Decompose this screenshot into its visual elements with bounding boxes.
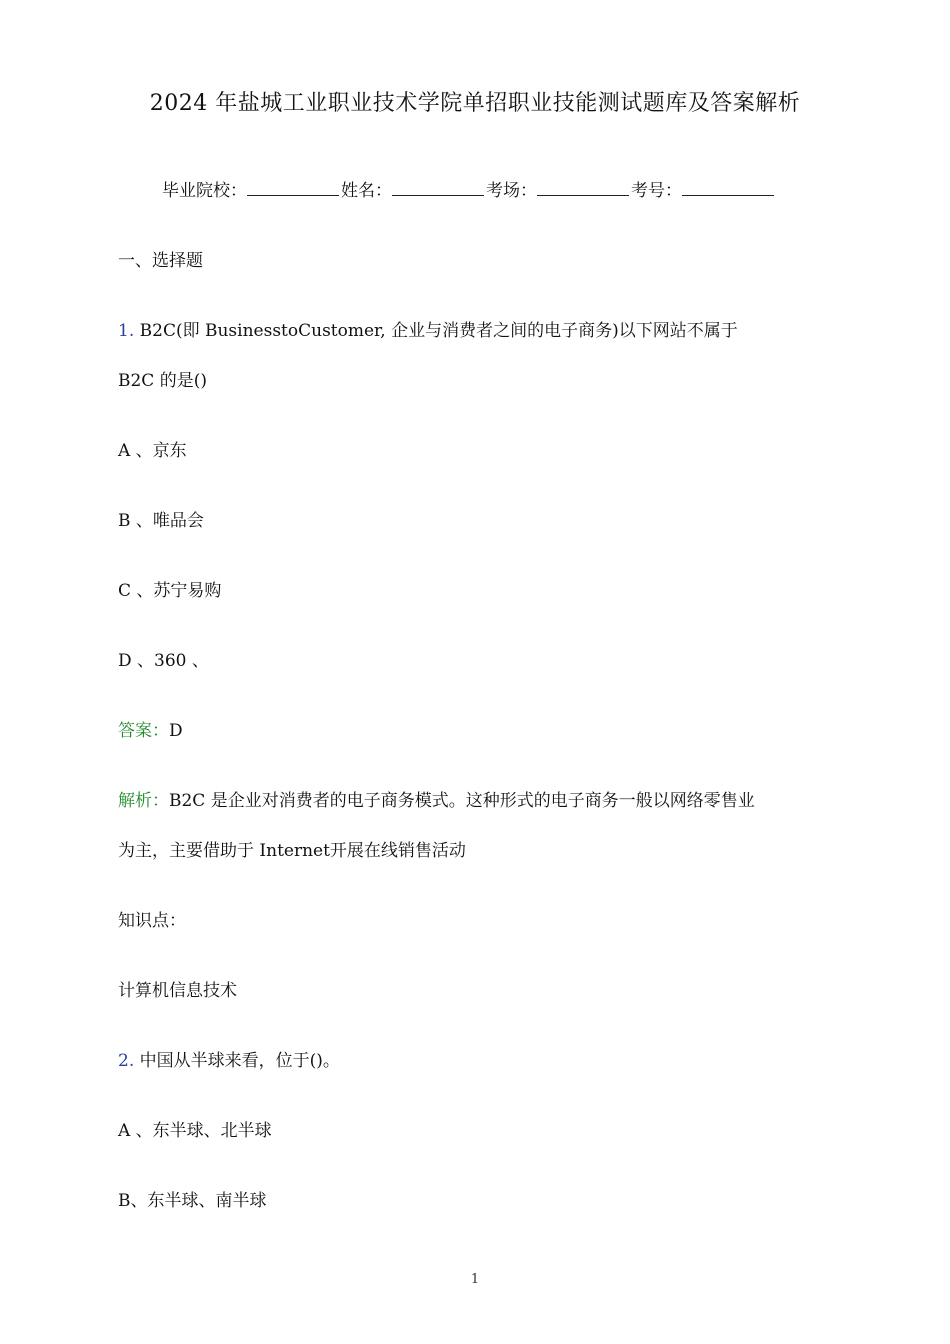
question-2-option-a: A 、东半球、北半球 — [118, 1121, 272, 1141]
question-1-option-a: A 、京东 — [118, 441, 187, 461]
room-label: 考场： — [486, 181, 537, 201]
question-1-answer — [118, 716, 183, 741]
exam-info-line — [162, 176, 776, 201]
question-1-analysis-1 — [118, 786, 755, 811]
answer-label: 答案： — [118, 721, 169, 741]
name-blank — [392, 179, 484, 196]
number-label: 考号： — [631, 181, 682, 201]
room-blank — [537, 179, 629, 196]
question-1-number: 1. — [118, 321, 135, 341]
analysis-text-1: B2C 是企业对消费者的电子商务模式。这种形式的电子商务一般以网络零售业 — [169, 791, 755, 811]
question-1-analysis-2: 为主，主要借助于 Internet开展在线销售活动 — [118, 841, 466, 861]
question-1-line-1 — [118, 316, 738, 341]
knowledge-label: 知识点： — [118, 911, 186, 931]
question-1-text-1: B2C(即 BusinesstoCustomer, 企业与消费者之间的电子商务)以下网站不属于 — [139, 321, 738, 341]
name-label: 姓名： — [341, 181, 392, 201]
answer-value: D — [169, 721, 183, 741]
question-2-option-b: B、东半球、南半球 — [118, 1191, 267, 1211]
question-1-option-b: B 、唯品会 — [118, 511, 204, 531]
question-2-text: 中国从半球来看，位于()。 — [139, 1051, 340, 1071]
question-1-option-d: D 、360 、 — [118, 651, 209, 671]
number-blank — [682, 179, 774, 196]
school-label: 毕业院校： — [162, 181, 247, 201]
question-2-line — [118, 1046, 340, 1071]
question-1-text-2: B2C 的是() — [118, 371, 207, 391]
question-2-number: 2. — [118, 1051, 135, 1071]
question-1-option-c: C 、苏宁易购 — [118, 581, 222, 601]
analysis-label: 解析： — [118, 791, 169, 811]
knowledge-value: 计算机信息技术 — [118, 981, 237, 1001]
document-title: 2024 年盐城工业职业技术学院单招职业技能测试题库及答案解析 — [149, 91, 801, 116]
section-heading: 一、选择题 — [118, 251, 203, 271]
page-number: 1 — [470, 1272, 480, 1287]
school-blank — [247, 179, 339, 196]
